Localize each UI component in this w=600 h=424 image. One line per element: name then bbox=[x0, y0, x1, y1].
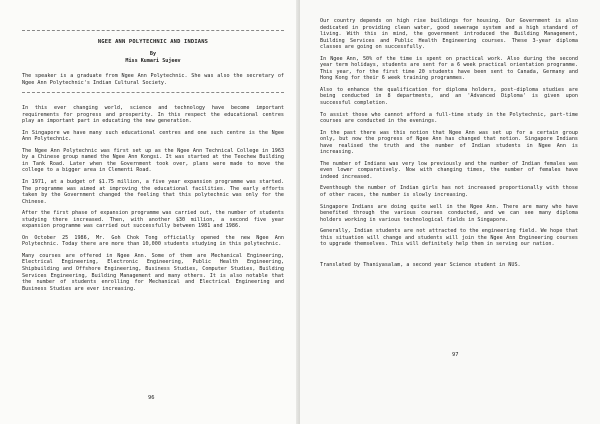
paragraph: Singapore Indians are doing quite well in the Ngee Ann. There are many who have benefited through the various courses conducted, and we can see many diploma holders working in various technological fields in Singapore. bbox=[320, 203, 578, 223]
paragraph: In this ever changing world, science and technology have become important requirements for progress and prosperity. In this respect the educational centres play an important part in educating the new generation. bbox=[22, 105, 284, 125]
paragraph: In the past there was this notion that Ngee Ann was set up for a certain group only, but now the progress of Ngee Ann has changed that notion. Singapore Indians have realised the truth and the number of Indian students in Ngee Ann is increasing. bbox=[320, 129, 578, 156]
paragraph: Also to enhance the qualification for diploma holders, post-diploma studies are being conducted in 8 departments, and an 'Advanced Diploma' is given upon successful completion. bbox=[320, 86, 578, 107]
right-page-column bbox=[320, 18, 578, 268]
translator-credit: Translated by Thaniyasalam, a second year Science student in NUS. bbox=[320, 261, 521, 268]
paragraph: To assist those who cannot afford a full-time study in the Polytechnic, part-time courses are conducted in the evenings. bbox=[320, 111, 578, 125]
paragraph: The Ngee Ann Polytechnic was first set up as the Ngee Ann Technical College in 1963 by a Chinese group named the Ngee Ann Kongsi. It was started at the Teochew Building in Tank Road. Later when the Government took over, plans were made to move the college to a bigger area in Clementi Road. bbox=[22, 147, 284, 174]
paragraph: Generally, Indian students are not attracted to the engineering field. We hope that this situation will change and students will join the Ngee Ann Engineering courses to upgrade themselves. This will definitely help them in serving our nation. bbox=[320, 228, 578, 248]
page-number: 97 bbox=[452, 352, 459, 358]
left-page-column bbox=[22, 30, 284, 292]
paragraph: On October 25 1986, Mr. Goh Chok Tong officially opened the new Ngee Ann Polytechnic. Today there are more than 10,000 students studying in this polytechnic. bbox=[22, 234, 284, 248]
paragraph: The number of Indians was very low previously and the number of Indian females was even lower comparatively. Now with changing times, the number of females have indeed increased. bbox=[320, 160, 578, 180]
right-page bbox=[300, 0, 600, 424]
article-title: NGEE ANN POLYTECHNIC AND INDIANS bbox=[97, 39, 209, 45]
paragraph: In Ngee Ann, 50% of the time is spent on practical work. Also during the second year term holidays, students are sent for a 6 week practical orientation programme. This year, for the first time 20 students have been sent to Canada, Germany and Hong Kong for their 6 week training programmes. bbox=[320, 55, 578, 82]
paragraph: In Singapore we have many such educational centres and one such centre is the Ngee Ann Polytechnic. bbox=[22, 129, 284, 143]
paragraph: In 1971, at a budget of $1.75 million, a five year expansion programme was started. The programme was aimed at improving the educational facilities. The early efforts taken by the Government changed the feeling that this polytechnic was only for the Chinese. bbox=[22, 179, 284, 205]
page-number: 96 bbox=[148, 395, 155, 401]
paragraph: Our country depends on high rise buildings for housing. Our Government is also dedicated in providing clean water, good sewerage system and a high standard of living. With this in mind, the government introduced the Building Management, Building Services and Public Health Engineering courses. These 3-year diploma classes are going on successfully. bbox=[320, 18, 578, 51]
paragraph: After the first phase of expansion programme was carried out, the number of students studying there increased. Then, with another $30 million, a second five year expansion programme was carried out successfully between 1981 and 1986. bbox=[22, 210, 284, 230]
author-name: Miss Kumari Sujeev bbox=[125, 58, 181, 64]
by-label: By bbox=[149, 51, 157, 57]
author-note: The speaker is a graduate from Ngee Ann Polytechnic. She was also the secretary of Ngee Ann Polytechnic's Indian Cultural Society. bbox=[22, 73, 284, 86]
paragraph: Eventhough the number of Indian girls has not increased proportionally with those of other races, the number is slowly increasing. bbox=[320, 185, 578, 199]
paragraph: Many courses are offered in Ngee Ann. Some of them are Mechanical Engineering, Electrical Engineering, Electronic Engineering, Public Health Engineering, Shipbuilding and Offshore Engineering, Business Studies, Computer Studies, Building Services Engineering, Building Management and many others. It is also notable that the number of students enrolling for Mechanical and Electrical Engineering and Business Studies are ever increasing. bbox=[22, 252, 284, 292]
